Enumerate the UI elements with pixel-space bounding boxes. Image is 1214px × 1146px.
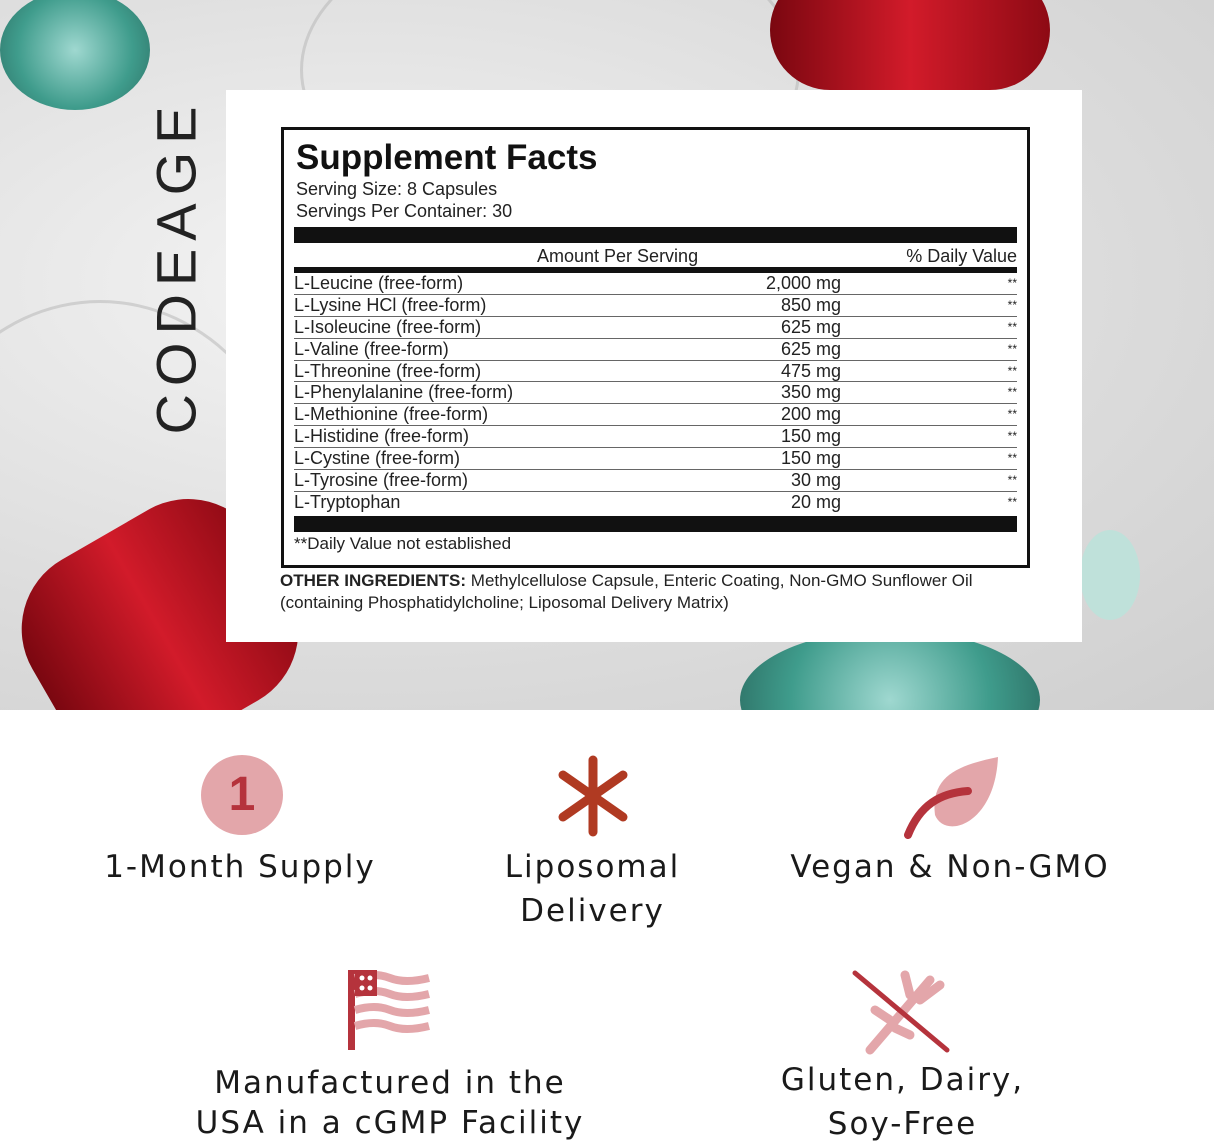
ingredient-row [294, 426, 1017, 448]
feature-vegan-non-gmo [770, 845, 1130, 889]
feature-allergen-free [740, 1058, 1065, 1146]
facts-title: Supplement Facts [296, 138, 598, 177]
ingredient-row [294, 361, 1017, 383]
feature-label: Delivery [520, 893, 665, 929]
number-one-icon: 1 [201, 755, 283, 835]
ingredient-row [294, 295, 1017, 317]
ingredient-name: L-Tyrosine (free-form) [294, 470, 469, 491]
brand-logo [144, 95, 208, 437]
divider-bar [294, 227, 1017, 243]
feature-label: 1-Month Supply [104, 849, 376, 885]
supplement-facts-panel [281, 127, 1030, 568]
label-card [226, 90, 1082, 642]
ingredient-row [294, 273, 1017, 295]
ingredient-name: L-Cystine (free-form) [294, 448, 461, 469]
ingredient-name: L-Lysine HCl (free-form) [294, 294, 487, 315]
ingredient-name: L-Isoleucine (free-form) [294, 316, 482, 337]
feature-made-in-usa [160, 1063, 620, 1143]
feature-liposomal-delivery [440, 845, 745, 933]
flag-icon [345, 970, 431, 1052]
other-ingredients-label: OTHER INGREDIENTS: [280, 571, 467, 590]
ingredient-amount: 350 mg [780, 382, 841, 403]
feature-label: Manufactured in the [214, 1065, 566, 1101]
ingredient-daily-value: ** [1007, 494, 1017, 509]
no-gluten-icon [850, 970, 950, 1055]
footnote: **Daily Value not established [294, 533, 512, 553]
ingredient-daily-value: ** [1007, 341, 1017, 356]
ingredient-row [294, 339, 1017, 361]
ingredient-row [294, 382, 1017, 404]
ingredient-amount: 30 mg [790, 470, 841, 491]
feature-one-month-supply [80, 845, 400, 889]
flower-decoration [0, 0, 150, 110]
ingredient-daily-value: ** [1007, 297, 1017, 312]
ingredient-row [294, 448, 1017, 470]
feature-label: Vegan & Non-GMO [790, 849, 1110, 885]
flower-decoration [740, 630, 1040, 710]
ingredient-name: L-Tryptophan [294, 491, 401, 512]
feature-label: Liposomal [504, 849, 681, 885]
ingredient-daily-value: ** [1007, 473, 1017, 488]
ingredient-amount: 150 mg [780, 426, 841, 447]
ingredient-amount: 850 mg [780, 294, 841, 315]
ingredient-amount: 475 mg [780, 360, 841, 381]
ingredient-row [294, 317, 1017, 339]
other-ingredients-text: Methylcellulose Capsule, Enteric Coating, Non-GMO Sunflower Oil (containing Phosphatidylcholine; Liposomal Delivery Matrix) [280, 571, 973, 612]
ingredient-name: L-Methionine (free-form) [294, 404, 489, 425]
leaf-icon [900, 755, 1000, 839]
brand-text: CODEAGE [144, 97, 208, 435]
ingredient-amount: 625 mg [780, 338, 841, 359]
ingredient-name: L-Threonine (free-form) [294, 360, 482, 381]
ingredient-daily-value: ** [1007, 451, 1017, 466]
facts-header [294, 245, 1017, 267]
ingredient-name: L-Valine (free-form) [294, 338, 449, 359]
ingredient-daily-value: ** [1007, 385, 1017, 400]
ingredient-daily-value: ** [1007, 407, 1017, 422]
feature-label: USA in a cGMP Facility [195, 1105, 585, 1141]
flower-decoration [1080, 530, 1140, 620]
other-ingredients [280, 570, 1040, 614]
serving-size: Serving Size: 8 Capsules [296, 179, 498, 199]
feature-label: Soy-Free [827, 1106, 978, 1142]
ingredient-row [294, 404, 1017, 426]
asterisk-icon [555, 755, 631, 837]
ingredient-daily-value: ** [1007, 276, 1017, 290]
servings-per-container: Servings Per Container: 30 [296, 201, 513, 221]
ingredient-row [294, 492, 1017, 514]
ingredient-daily-value: ** [1007, 319, 1017, 334]
ingredient-amount: 20 mg [790, 491, 841, 512]
divider-bar [294, 516, 1017, 532]
feature-label: Gluten, Dairy, [780, 1062, 1025, 1098]
dv-header: % Daily Value [906, 246, 1017, 266]
amount-header: Amount Per Serving [537, 246, 699, 266]
ingredient-row [294, 470, 1017, 492]
red-object-decoration [770, 0, 1050, 90]
ingredient-amount: 2,000 mg [765, 273, 841, 293]
ingredient-name: L-Histidine (free-form) [294, 426, 470, 447]
ingredient-amount: 625 mg [780, 316, 841, 337]
ingredient-name: L-Phenylalanine (free-form) [294, 382, 514, 403]
ingredient-amount: 200 mg [780, 404, 841, 425]
ingredient-daily-value: ** [1007, 363, 1017, 378]
ingredient-amount: 150 mg [780, 448, 841, 469]
ingredient-name: L-Leucine (free-form) [294, 273, 464, 293]
ingredient-daily-value: ** [1007, 429, 1017, 444]
facts-rows [294, 273, 1017, 514]
